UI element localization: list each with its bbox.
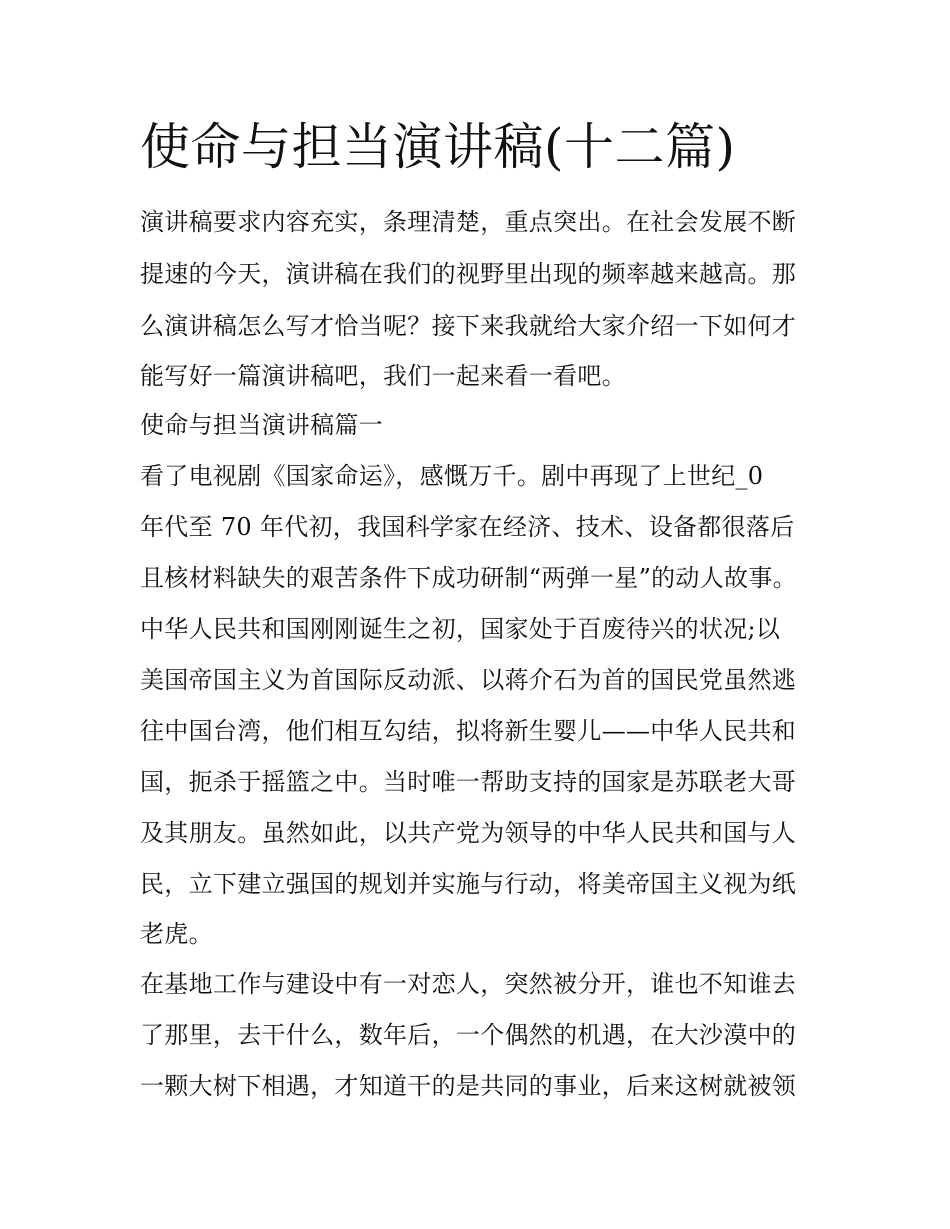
body-line: 演讲稿要求内容充实，条理清楚，重点突出。在社会发展不断 <box>140 208 797 236</box>
body-line: 年代至 70 年代初，我国科学家在经济、技术、设备都很落后 <box>140 513 795 541</box>
section-heading: 使命与担当演讲稿篇一 <box>140 411 383 439</box>
body-line: 能写好一篇演讲稿吧，我们一起来看一看吧。 <box>140 362 626 390</box>
body-line: 美国帝国主义为首国际反动派、以蒋介石为首的国民党虽然逃 <box>140 666 797 694</box>
body-line: 及其朋友。虽然如此，以共产党为领导的中华人民共和国与人 <box>140 819 797 847</box>
body-line: 了那里，去干什么，数年后，一个偶然的机遇，在大沙漠中的 <box>140 1021 797 1049</box>
body-line: 提速的今天，演讲稿在我们的视野里出现的频率越来越高。那 <box>140 260 797 288</box>
body-line: 看了电视剧《国家命运》，感慨万千。剧中再现了上世纪_0 <box>140 462 764 490</box>
body-line: 民，立下建立强国的规划并实施与行动，将美帝国主义视为纸 <box>140 870 797 898</box>
body-line: 在基地工作与建设中有一对恋人，突然被分开，谁也不知谁去 <box>140 970 797 998</box>
document-title: 使命与担当演讲稿(十二篇) <box>140 118 736 176</box>
body-line: 国，扼杀于摇篮之中。当时唯一帮助支持的国家是苏联老大哥 <box>140 768 797 796</box>
body-line: 一颗大树下相遇，才知道干的是共同的事业，后来这树就被领 <box>140 1072 797 1100</box>
body-line: 老虎。 <box>140 920 213 948</box>
body-line: 且核材料缺失的艰苦条件下成功研制“两弹一星”的动人故事。 <box>140 564 797 592</box>
body-line: 往中国台湾，他们相互勾结，拟将新生婴儿——中华人民共和 <box>140 717 797 745</box>
body-line: 中华人民共和国刚刚诞生之初，国家处于百废待兴的状况;以 <box>140 615 781 643</box>
body-line: 么演讲稿怎么写才恰当呢？接下来我就给大家介绍一下如何才 <box>140 312 797 340</box>
